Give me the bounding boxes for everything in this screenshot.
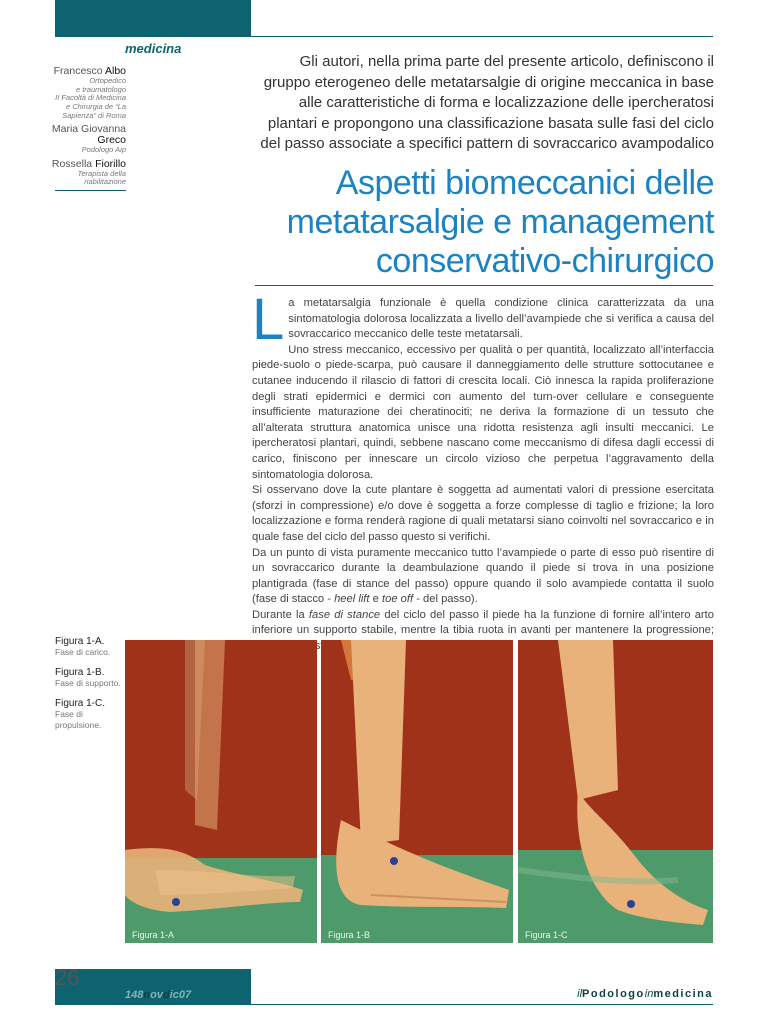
figure-1c-photo: [518, 640, 713, 943]
caption-title: Figura 1-B.: [55, 667, 105, 679]
brand-part: il: [577, 988, 583, 1000]
caption-text: Fase di supporto.: [55, 678, 121, 689]
paragraph: Si osservano dove la cute plantare è soggetta ad aumentati valori di pressione esercitata (sforzi in compressione) e/o dove è soggetta a forze complesse di taglio e frizione; la loro localizzazione e forma renderà ragione di quali metatarsi siano coinvolti nel sovraccarico e in quale fase del ciclo del passo questo si verifichi.: [252, 484, 714, 543]
paragraph-text: del ciclo del passo il piede ha la funzione di fornire all’intero arto inferiore un supporto stabile, mentre la tibia ruota in avanti per mantenere la progressione;: [252, 608, 714, 637]
drop-cap: L: [252, 287, 285, 352]
abstract: Gli autori, nella prima parte del presente articolo, definiscono il gruppo eterogeneo delle metatarsalgie di origine meccanica in base alle caratteristiche di forma e localizzazione delle ipercheratosi plantari e propongono una classificazione basata sulle fasi del ciclo del passo associate a specifici pattern di sovraccarico avampodalico: [260, 53, 714, 152]
term-stance: fase di stance: [308, 608, 381, 621]
paragraph-text: e: [369, 593, 382, 606]
figure-captions: [55, 636, 125, 740]
foot-loading-illustration: [125, 640, 317, 943]
footer-rule: [55, 1004, 713, 1005]
author-surname: Albo: [104, 65, 126, 77]
figure-label: Figura 1-A: [132, 930, 175, 940]
caption-title: Figura 1-C.: [55, 698, 106, 710]
author-affiliation: [24, 170, 126, 187]
page-number: 26: [55, 965, 80, 990]
figure-label: Figura 1-B: [328, 930, 371, 940]
author-given-name: Rossella: [51, 157, 93, 170]
affiliation-line: riabilitazione: [84, 177, 126, 187]
author-affiliation: [24, 77, 126, 120]
author-affiliation: Podologo Aip: [81, 145, 126, 155]
authors-rule: [55, 190, 126, 191]
figure-1b-photo: [321, 640, 513, 943]
issue-label: [125, 989, 191, 1001]
affiliation-line: Ortopedico: [89, 76, 126, 86]
affiliation-line: II Facoltà di Medicina: [55, 93, 126, 103]
author-given-name: Francesco: [53, 65, 103, 77]
author-albo: [24, 66, 126, 120]
figure-label: Figura 1-C: [525, 930, 568, 940]
paragraph-text: - del passo).: [413, 593, 478, 606]
caption-1b: [55, 667, 125, 689]
author-fiorillo: [24, 159, 126, 187]
paragraph: [252, 287, 714, 352]
issue-month-part: d: [162, 989, 170, 1001]
paragraph: [252, 546, 714, 608]
article-title: Aspetti biomeccanici delle metatarsalgie e management conservativo-chirurgico: [286, 164, 714, 280]
authors-block: [24, 66, 126, 191]
author-surname: Greco: [97, 134, 126, 147]
term-heel-lift: heel lift: [334, 593, 370, 606]
term-toe-off: toe off: [381, 593, 414, 606]
issue-month-part: ic: [169, 989, 179, 1001]
figure-1a-photo: [125, 640, 317, 943]
brand-part: medicina: [653, 988, 713, 1000]
affiliation-line: e Chirurgia de “La: [65, 101, 126, 111]
paragraph: Uno stress meccanico, eccessivo per qualità o per quantità, localizzato all’interfaccia piede-suolo o piede-scarpa, può causare il danneggiamento delle strutture sottocutanee e cutanee inducendo il rilascio di fattori di crescita locali. Ciò innesca la rapida proliferazione degli strati epidermici e dermici con aumento del turn-over cellulare e conseguente insufficiente maturazione dei cheratinociti; ne deriva la formazione di un tessuto che all’alterata struttura anatomica unisce una ridotta resistenza agli insulti meccanici. Le ipercheratosi plantari, quindi, sebbene nascano come meccanismo di difesa dagli eccessi di carico, finiscono per innescare un circolo vizioso che perpetua l’aggravamento della sintomatologia dolorosa.: [252, 343, 714, 481]
caption-text: Fase di carico.: [55, 647, 111, 657]
paragraph-text: Da un punto di vista puramente meccanico tutto l’avampiede o parte di esso può risentire di un sovraccarico durante la deambulazione quando il piede si trova in una posizione plantigrada (fase di stance del passo) oppure quando il solo avampiede contatta il suolo (fase di stacco -: [252, 546, 714, 606]
author-given-name: Maria Giovanna: [51, 123, 126, 136]
issue-number: 148: [125, 989, 144, 1001]
foot-propulsion-illustration: [518, 640, 713, 943]
author-greco: [24, 124, 126, 155]
caption-text: Fase di propulsione.: [55, 709, 102, 731]
magazine-brand: [577, 988, 713, 1000]
brand-part: in: [644, 988, 654, 1000]
caption-title: Figura 1-A.: [55, 636, 105, 647]
issue-month-part: ov: [150, 989, 163, 1001]
issue-year: 07: [178, 989, 192, 1001]
caption-1a: [55, 636, 125, 658]
paragraph-text: Durante la: [252, 608, 309, 621]
affiliation-line: Terapista della: [77, 168, 126, 178]
paragraph-text: a metatarsalgia funzionale è quella condizione clinica caratterizzata da una sintomatologia dolorosa localizzata a livello dell’avampiede che si verifica a causa del sovraccarico meccanico delle teste metatarsali.: [288, 297, 714, 341]
affiliation-line: e traumatologo: [75, 84, 126, 94]
article-body: [252, 287, 714, 655]
author-surname: Fiorillo: [95, 157, 126, 170]
foot-support-illustration: [321, 640, 513, 943]
header-band: [55, 0, 251, 36]
issue-month-part: n: [143, 989, 151, 1001]
section-label: medicina: [125, 41, 182, 56]
title-rule: [255, 285, 713, 286]
header-rule: [55, 36, 713, 37]
caption-1c: [55, 698, 125, 731]
affiliation-line: Sapienza” di Roma: [62, 110, 126, 120]
brand-part: Podologo: [582, 988, 645, 1000]
